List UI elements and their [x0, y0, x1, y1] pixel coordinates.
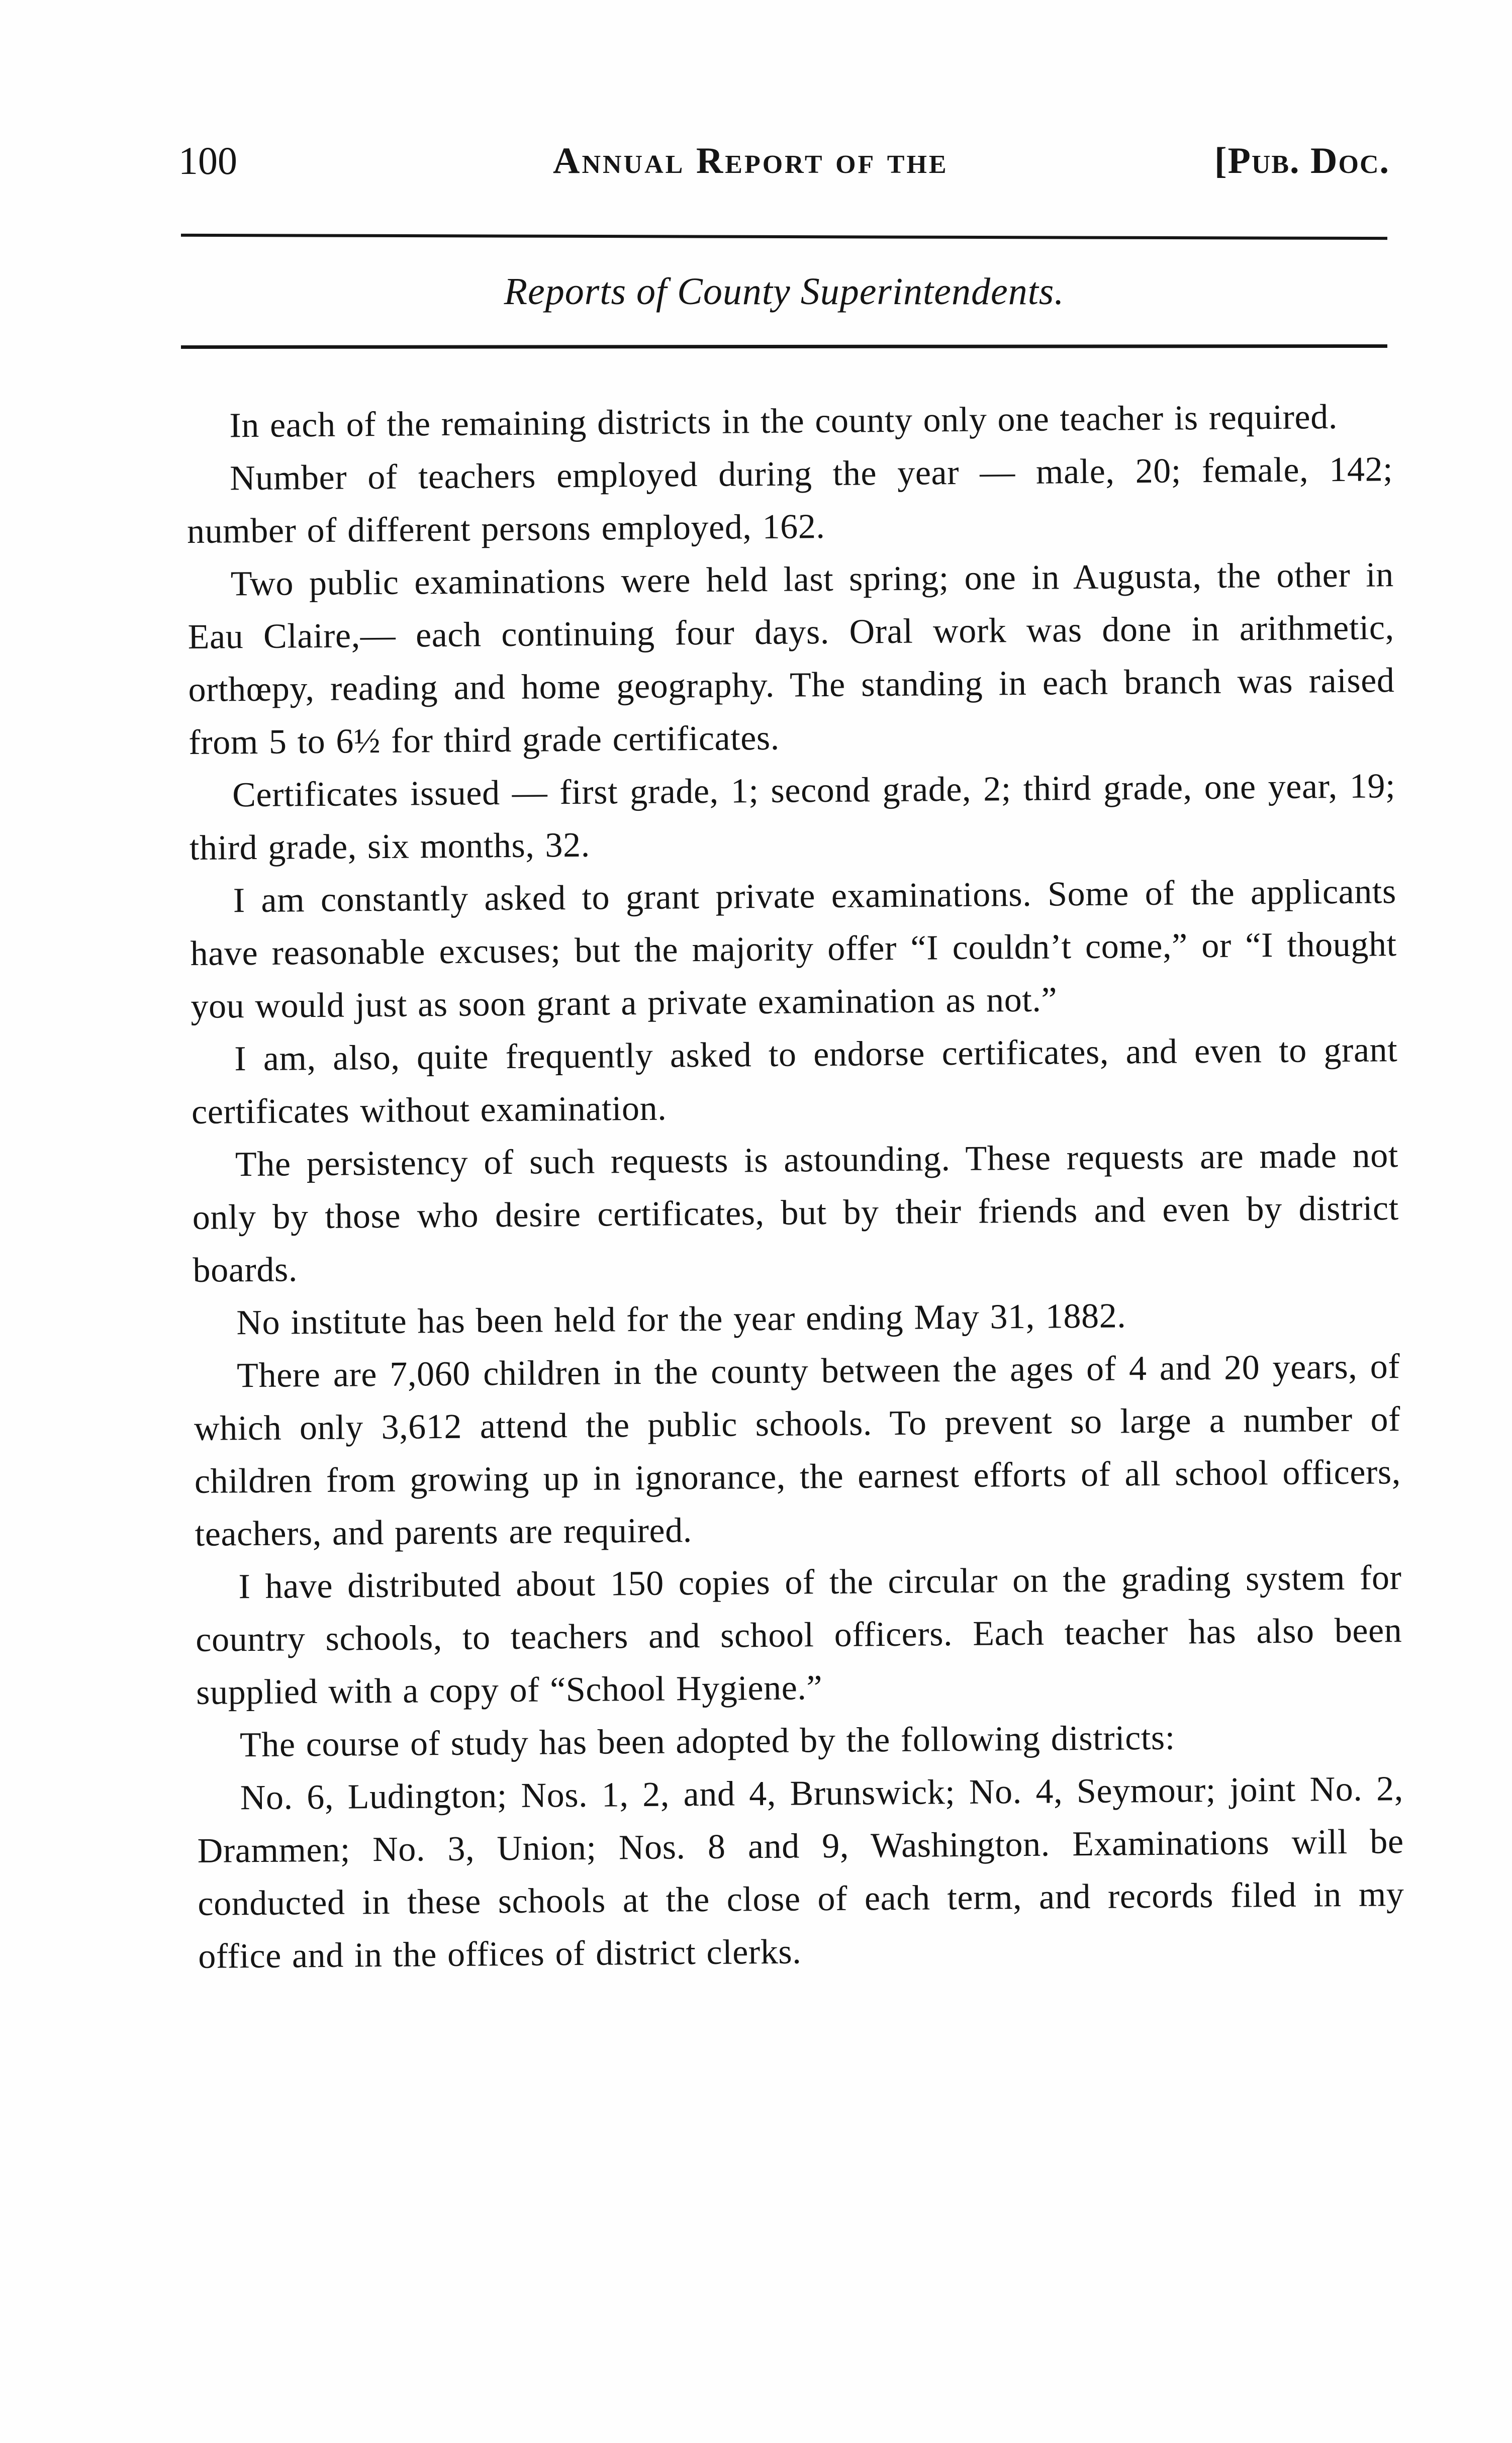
paragraph-teacher-requirement: In each of the remaining districts in the county only one teacher is required.	[229, 398, 1338, 445]
publication-label: [Pub. Doc.	[1214, 140, 1390, 181]
paragraph-school-attendance: There are 7,060 children in the county between the ages of 4 and 20 years, of which only 3,612 attend the public schools. To prevent so large a number of children from growing up in ignorance, the earnest efforts of all school officers, teachers, and parents are required.	[194, 1347, 1401, 1554]
page-number: 100	[178, 139, 237, 182]
paragraph-examinations: Two public examinations were held last spring; one in Augusta, the other in Eau Claire,— each continuing four days. Oral work was done in arithmetic, orthœpy, reading and home geography. The standing in each branch was raised from 5 to 6½ for third grade certificates.	[187, 555, 1395, 762]
paragraph-request-persistency: The persistency of such requests is astounding. These requests are made not only by those who desire certificates, but by their friends and even by district boards.	[192, 1136, 1399, 1290]
paragraph-private-examinations: I am constantly asked to grant private examinations. Some of the applicants have reasonable excuses; but the majority offer “I couldn’t come,” or “I thought you would just as soon grant a private examination as not.”	[190, 872, 1397, 1026]
paragraph-teacher-count: Number of teachers employed during the year — male, 20; female, 142; number of different persons employed, 162.	[186, 450, 1393, 551]
paragraph-endorsements: I am, also, quite frequently asked to endorse certificates, and even to grant certificates without examination.	[191, 1030, 1398, 1132]
paragraph-course-adoption: The course of study has been adopted by the following districts:	[239, 1718, 1176, 1765]
running-title: Annual Report of the	[553, 140, 949, 181]
paragraph-circular-distribution: I have distributed about 150 copies of the circular on the grading system for country schools, to teachers and school officers. Each teacher has also been supplied with a copy of “School Hygiene.”	[196, 1558, 1402, 1712]
top-rule	[181, 234, 1387, 240]
section-heading: Reports of County Superintendents.	[504, 270, 1065, 313]
paragraph-certificates: Certificates issued — first grade, 1; second grade, 2; third grade, one year, 19; third grade, six months, 32.	[189, 767, 1396, 868]
report-body	[186, 390, 1405, 1983]
paragraph-district-list: No. 6, Ludington; Nos. 1, 2, and 4, Brunswick; No. 4, Seymour; joint No. 2, Drammen; No. 3, Union; Nos. 8 and 9, Washington. Examinations will be conducted in these schools at the close of each term, and records filed in my office and in the offices of district clerks.	[197, 1769, 1404, 1976]
bottom-rule	[181, 344, 1387, 349]
page-header	[178, 133, 1390, 189]
paragraph-institute: No institute has been held for the year ending May 31, 1882.	[236, 1296, 1126, 1343]
